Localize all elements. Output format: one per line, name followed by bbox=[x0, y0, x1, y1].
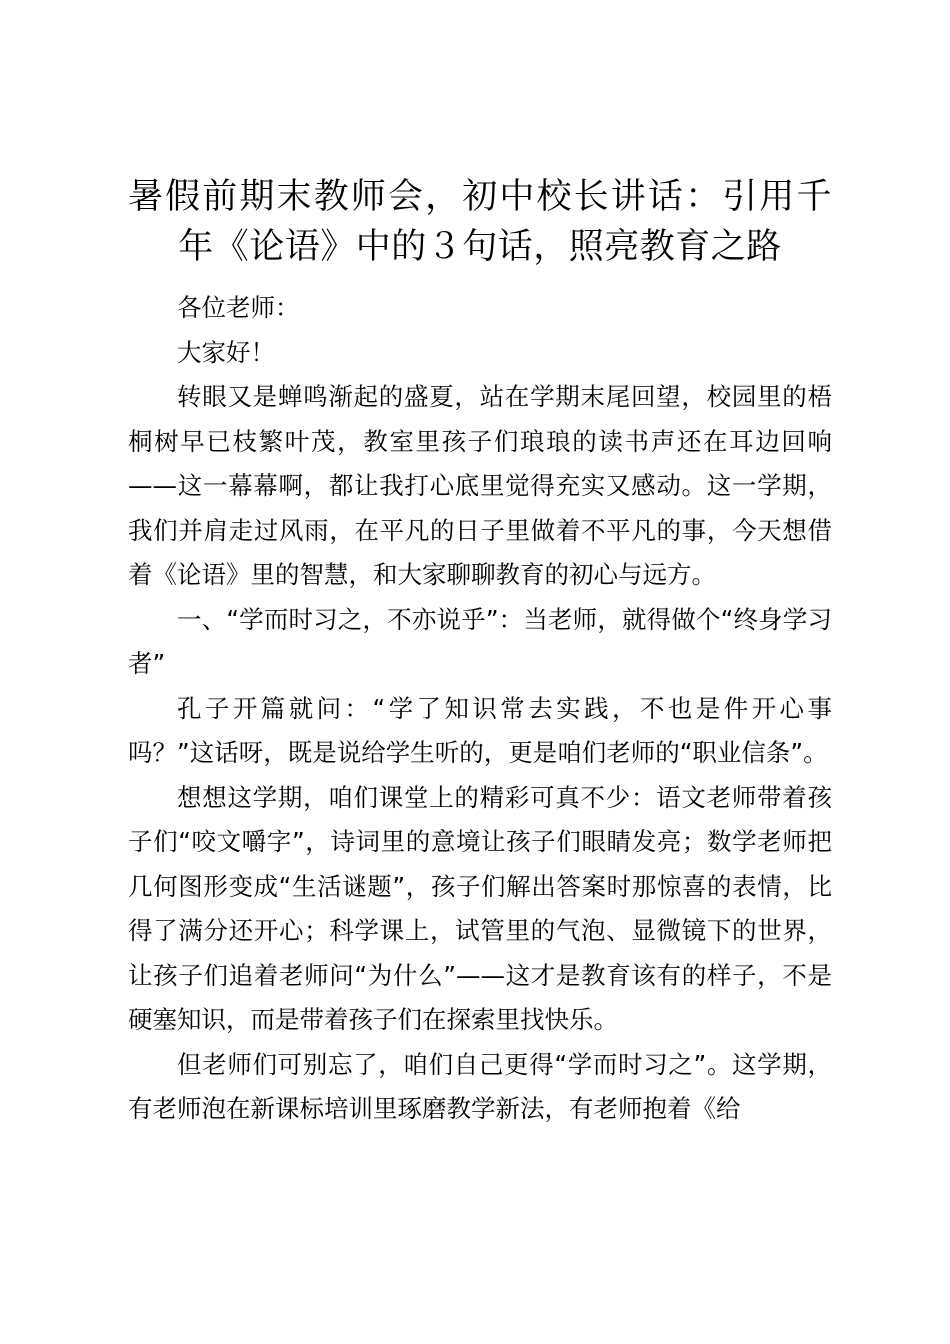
document-title: 暑假前期末教师会，初中校长讲话：引用千年《论语》中的３句话，照亮教育之路 bbox=[128, 177, 832, 267]
section-heading: 一、“学而时习之，不亦说乎”：当老师，就得做个“终身学习者” bbox=[128, 604, 832, 678]
body-paragraph: 孔子开篇就问：“学了知识常去实践，不也是件开心事吗？”这话呀，既是说给学生听的，更是咱们老师的“职业信条”。 bbox=[128, 693, 832, 767]
body-paragraph: 转眼又是蝉鸣渐起的盛夏，站在学期末尾回望，校园里的梧桐树早已枝繁叶茂，教室里孩子们琅琅的读书声还在耳边回响——这一幕幕啊，都让我打心底里觉得充实又感动。这一学期，我们并肩走过风雨，在平凡的日子里做着不平凡的事，今天想借着《论语》里的智慧，和大家聊聊教育的初心与远方。 bbox=[128, 382, 832, 589]
greeting: 大家好！ bbox=[177, 337, 275, 367]
document-body bbox=[128, 286, 832, 1132]
body-paragraph: 但老师们可别忘了，咱们自己更得“学而时习之”。这学期，有老师泡在新课标培训里琢磨教学新法，有老师抱着《给 bbox=[128, 1049, 832, 1123]
body-paragraph: 想想这学期，咱们课堂上的精彩可真不少：语文老师带着孩子们“咬文嚼字”，诗词里的意境让孩子们眼睛发亮；数学老师把几何图形变成“生活谜题”，孩子们解出答案时那惊喜的表情，比得了满分还开心；科学课上，试管里的气泡、显微镜下的世界，让孩子们追着老师问“为什么”——这才是教育该有的样子，不是硬塞知识，而是带着孩子们在探索里找快乐。 bbox=[128, 782, 832, 1034]
document-page bbox=[128, 172, 832, 1132]
salutation: 各位老师： bbox=[177, 293, 300, 322]
